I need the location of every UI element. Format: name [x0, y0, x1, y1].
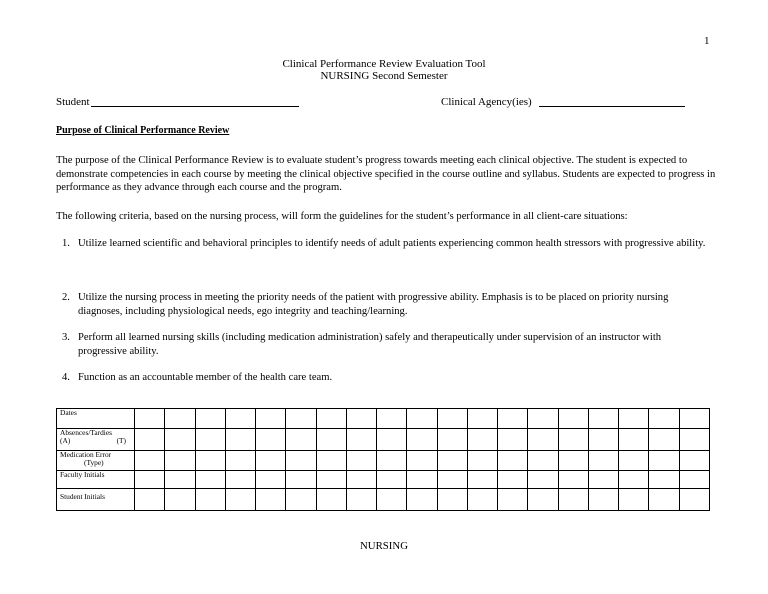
medication-error-label: Medication Error (Type) [57, 451, 135, 471]
grid-cell[interactable] [588, 429, 618, 451]
grid-cell[interactable] [588, 451, 618, 471]
grid-cell[interactable] [346, 429, 376, 451]
absences-label: Absences/Tardies (A) (T) [57, 429, 135, 451]
faculty-initials-label: Faculty Initials [57, 471, 135, 489]
grid-cell[interactable] [407, 489, 437, 511]
grid-cell[interactable] [286, 471, 316, 489]
grid-cell[interactable] [437, 471, 467, 489]
grid-cell[interactable] [286, 489, 316, 511]
grid-cell[interactable] [437, 489, 467, 511]
grid-cell[interactable] [195, 429, 225, 451]
criteria-item [62, 371, 712, 385]
section-heading: Purpose of Clinical Performance Review [56, 125, 230, 136]
grid-cell[interactable] [256, 409, 286, 429]
grid-cell[interactable] [165, 489, 195, 511]
grid-cell[interactable] [467, 471, 497, 489]
grid-cell[interactable] [195, 471, 225, 489]
grid-cell[interactable] [679, 429, 710, 451]
grid-cell[interactable] [528, 471, 558, 489]
grid-cell[interactable] [135, 489, 165, 511]
grid-cell[interactable] [135, 451, 165, 471]
criteria-intro-paragraph: The following criteria, based on the nursing process, will form the guidelines for the student’s performance in all client-care situations: [56, 211, 628, 222]
grid-cell[interactable] [679, 451, 710, 471]
grid-cell[interactable] [407, 451, 437, 471]
criteria-number: 2. [62, 292, 70, 303]
grid-cell[interactable] [679, 409, 710, 429]
grid-cell[interactable] [225, 489, 255, 511]
document-subtitle: NURSING Second Semester [320, 70, 448, 82]
page-number: 1 [704, 35, 710, 47]
criteria-item [62, 291, 712, 318]
grid-cell[interactable] [377, 451, 407, 471]
absences-row [57, 429, 710, 451]
grid-cell[interactable] [498, 429, 528, 451]
grid-cell[interactable] [558, 471, 588, 489]
criteria-number: 3. [62, 332, 70, 343]
grid-cell[interactable] [498, 409, 528, 429]
grid-cell[interactable] [407, 471, 437, 489]
grid-cell[interactable] [467, 409, 497, 429]
grid-cell[interactable] [225, 451, 255, 471]
grid-cell[interactable] [407, 429, 437, 451]
grid-cell[interactable] [649, 429, 679, 451]
grid-cell[interactable] [165, 451, 195, 471]
grid-cell[interactable] [498, 489, 528, 511]
grid-cell[interactable] [256, 451, 286, 471]
grid-cell[interactable] [619, 429, 649, 451]
grid-cell[interactable] [467, 489, 497, 511]
grid-cell[interactable] [528, 409, 558, 429]
grid-cell[interactable] [135, 409, 165, 429]
criteria-text: Perform all learned nursing skills (including medication administration) safely and therapeutically under supervision of an instructor with progressive ability. [78, 332, 662, 357]
dates-row [57, 409, 710, 429]
grid-cell[interactable] [437, 451, 467, 471]
grid-cell[interactable] [619, 409, 649, 429]
grid-cell[interactable] [649, 471, 679, 489]
grid-cell[interactable] [316, 429, 346, 451]
grid-cell[interactable] [498, 451, 528, 471]
grid-cell[interactable] [498, 471, 528, 489]
grid-cell[interactable] [316, 409, 346, 429]
grid-cell[interactable] [679, 489, 710, 511]
grid-cell[interactable] [346, 451, 376, 471]
criteria-text: Utilize the nursing process in meeting the priority needs of the patient with progressive ability. Emphasis is to be placed on priority nursing diagnoses, including physiological needs, ego integrity and teaching/learning. [78, 292, 669, 317]
grid-cell[interactable] [437, 409, 467, 429]
student-initials-label: Student Initials [57, 489, 135, 511]
grid-cell[interactable] [619, 451, 649, 471]
grid-cell[interactable] [286, 451, 316, 471]
student-initials-row [57, 489, 710, 511]
grid-cell[interactable] [256, 471, 286, 489]
grid-cell[interactable] [588, 409, 618, 429]
grid-cell[interactable] [377, 409, 407, 429]
document-title: Clinical Performance Review Evaluation Tool [282, 58, 486, 70]
grid-cell[interactable] [135, 471, 165, 489]
grid-cell[interactable] [528, 489, 558, 511]
page-footer: NURSING [360, 540, 408, 552]
grid-cell[interactable] [558, 451, 588, 471]
grid-cell[interactable] [407, 409, 437, 429]
criteria-text: Utilize learned scientific and behavioral principles to identify needs of adult patients experiencing common health stressors with progressive ability. [78, 238, 706, 249]
faculty-initials-row [57, 471, 710, 489]
criteria-number: 1. [62, 238, 70, 249]
grid-cell[interactable] [286, 409, 316, 429]
grid-cell[interactable] [165, 409, 195, 429]
grid-cell[interactable] [558, 429, 588, 451]
grid-cell[interactable] [377, 489, 407, 511]
grid-cell[interactable] [195, 489, 225, 511]
student-label: Student [56, 96, 90, 108]
grid-cell[interactable] [256, 489, 286, 511]
grid-cell[interactable] [528, 451, 558, 471]
clinical-agency-label: Clinical Agency(ies) [441, 96, 532, 108]
grid-cell[interactable] [316, 489, 346, 511]
grid-cell[interactable] [528, 429, 558, 451]
clinical-agency-field[interactable] [539, 95, 685, 107]
grid-cell[interactable] [316, 451, 346, 471]
grid-cell[interactable] [195, 409, 225, 429]
grid-cell[interactable] [165, 471, 195, 489]
grid-cell[interactable] [558, 489, 588, 511]
tracking-grid [56, 408, 710, 511]
grid-cell[interactable] [225, 429, 255, 451]
grid-cell[interactable] [135, 429, 165, 451]
criteria-text: Function as an accountable member of the health care team. [78, 372, 333, 383]
grid-cell[interactable] [619, 471, 649, 489]
criteria-item [62, 237, 712, 251]
grid-cell[interactable] [377, 429, 407, 451]
grid-cell[interactable] [649, 409, 679, 429]
grid-cell[interactable] [467, 451, 497, 471]
grid-cell[interactable] [467, 429, 497, 451]
dates-label: Dates [57, 409, 135, 429]
student-name-field[interactable] [91, 95, 299, 107]
grid-cell[interactable] [225, 409, 255, 429]
grid-cell[interactable] [558, 409, 588, 429]
grid-cell[interactable] [346, 489, 376, 511]
grid-cell[interactable] [649, 489, 679, 511]
grid-cell[interactable] [286, 429, 316, 451]
medication-error-row [57, 451, 710, 471]
grid-cell[interactable] [437, 429, 467, 451]
grid-cell[interactable] [225, 471, 255, 489]
criteria-number: 4. [62, 372, 70, 383]
grid-cell[interactable] [588, 471, 618, 489]
criteria-item [62, 331, 712, 358]
grid-cell[interactable] [377, 471, 407, 489]
grid-cell[interactable] [316, 471, 346, 489]
grid-cell[interactable] [346, 471, 376, 489]
purpose-paragraph: The purpose of the Clinical Performance Review is to evaluate student’s progress towards meeting each clinical objective. The student is expected to demonstrate competencies in each course by meeting the clinical objective specified in the course outline and syllabus. Students are expected to progress in performance as they advance through each course and the program. [56, 155, 716, 194]
grid-cell[interactable] [649, 451, 679, 471]
grid-cell[interactable] [588, 489, 618, 511]
grid-cell[interactable] [619, 489, 649, 511]
grid-cell[interactable] [195, 451, 225, 471]
grid-cell[interactable] [165, 429, 195, 451]
grid-cell[interactable] [346, 409, 376, 429]
grid-cell[interactable] [256, 429, 286, 451]
grid-cell[interactable] [679, 471, 710, 489]
